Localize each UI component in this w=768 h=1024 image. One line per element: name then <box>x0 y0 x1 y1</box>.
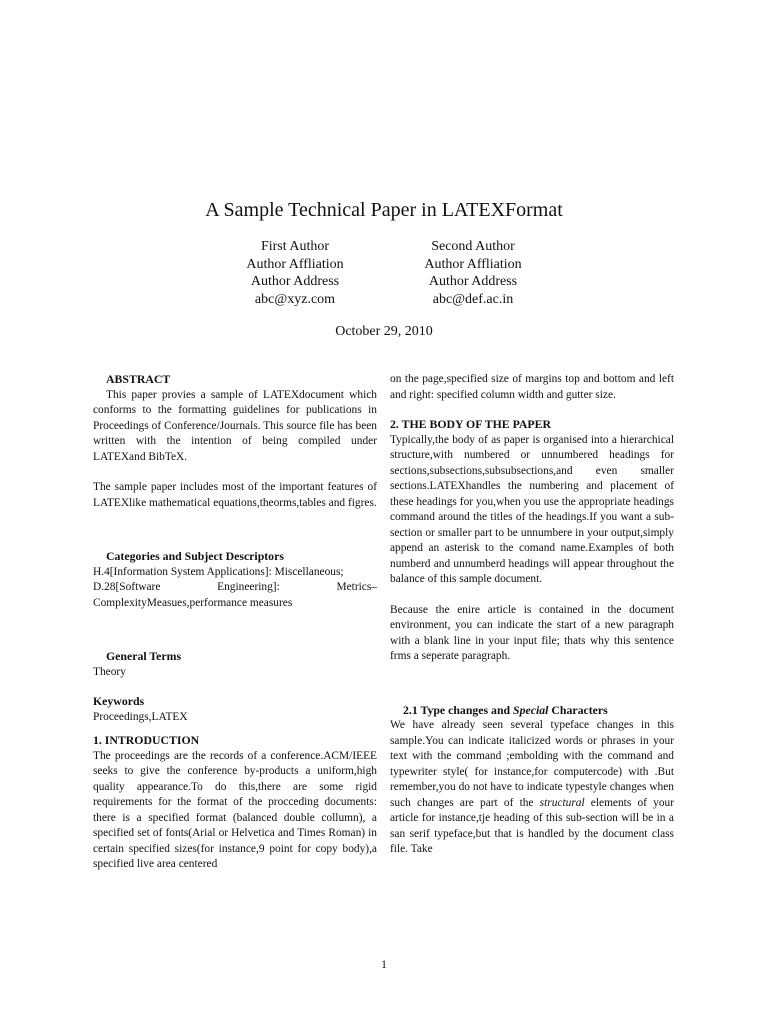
body-section-heading: 2. THE BODY OF THE PAPER <box>390 417 552 431</box>
page-number: 1 <box>381 959 387 971</box>
body-paragraph: Because the enire article is contained in the document environment, you can indicate the start of a new paragraph with a blank line in your input file; thats why this sentence frms a seperate paragraph. <box>390 603 674 662</box>
subsection-text-end: elements of your article for instance,tje heading of this sub-section will be in a san serif typeface,but that is handled by the document class file. Take <box>390 796 674 855</box>
author-block <box>210 238 558 308</box>
body-paragraph: Typically,the body of as paper is organised into a hierarchical structure,with numbered or unnumbered headings for sections,subsections,subsubsections,and even smaller sections.LATEXhandles the numbering and placement of these headings for you,when you use the appropriate headings command around the titles of the headings.If you want a sub-section or smaller part to be unnumbere in your output,simply append an asterisk to the comand name.Examples of both numberd and unnumberd headings will appear throughout the balance of this sample document. <box>390 433 674 585</box>
introduction-heading: 1. INTRODUCTION <box>93 733 200 747</box>
author-email: abc@def.ac.in <box>432 291 514 307</box>
subsection-heading <box>390 703 674 719</box>
right-column <box>390 372 674 858</box>
author-address: Author Address <box>428 274 518 290</box>
subsection-text-italic: structural <box>539 796 585 809</box>
author-email: abc@xyz.com <box>254 291 336 307</box>
author-second <box>388 238 558 308</box>
general-terms-heading: General Terms <box>106 649 182 663</box>
author-name: Second Author <box>431 239 515 254</box>
subsection-heading-italic: Special <box>513 702 549 717</box>
paper-date: October 29, 2010 <box>335 324 433 339</box>
abstract-paragraph: The sample paper includes most of the important features of LATEXlike mathematical equations,theorms,tables and figres. <box>93 481 377 509</box>
paper-title: A Sample Technical Paper in LATEXFormat <box>205 199 563 221</box>
categories-heading: Categories and Subject Descriptors <box>106 549 284 563</box>
author-first <box>210 238 380 308</box>
author-affiliation: Author Affliation <box>424 256 522 272</box>
general-terms-text: Theory <box>93 665 126 678</box>
abstract-paragraph: This paper provies a sample of LATEXdocument which conforms to the formatting guidelines for publications in Proceedings of Conference/Journals. This source file has been written with the intention of being compiled under LATEXand BibTeX. <box>93 388 377 463</box>
subsection-text-start: We have already seen several typeface changes in this sample.You can indicate italicized words or phrases in your text with the command ;embolding with the command and typewriter style( for instance,for computercode) with .But remember,you do not have to indicate typestyle changes when such changes are part of the <box>390 719 674 809</box>
keywords-heading: Keywords <box>93 694 145 708</box>
categories-text: H.4[Information System Applications]: Miscellaneous; <box>93 565 344 578</box>
subsection-heading-end: Characters <box>548 702 608 717</box>
keywords-text: Proceedings,LATEX <box>93 710 188 723</box>
left-column <box>93 372 377 873</box>
subsection-heading-start: 2.1 Type changes and <box>403 702 514 717</box>
introduction-paragraph: The proceedings are the records of a conference.ACM/IEEE seeks to give the conference by-products a uniform,high quality appearance.To do this,there are some rigid requirements for the format of the procceding documents: there is a specified format (balanced double collumn), a specified set of fonts(Arial or Helvetica and Times Roman) in certain specified sizes(for instance,9 point for copy body),a specified live area centered <box>93 749 377 870</box>
subsection-paragraph <box>390 718 674 858</box>
abstract-heading: ABSTRACT <box>106 372 171 386</box>
categories-text: D.28[Software Engineering]: Metrics– ComplexityMeasues,performance measures <box>93 581 377 609</box>
author-affiliation: Author Affliation <box>246 256 344 272</box>
author-address: Author Address <box>250 274 340 290</box>
author-name: First Author <box>260 239 330 254</box>
continued-paragraph: on the page,specified size of margins top and bottom and left and right: specified column width and gutter size. <box>390 373 674 401</box>
